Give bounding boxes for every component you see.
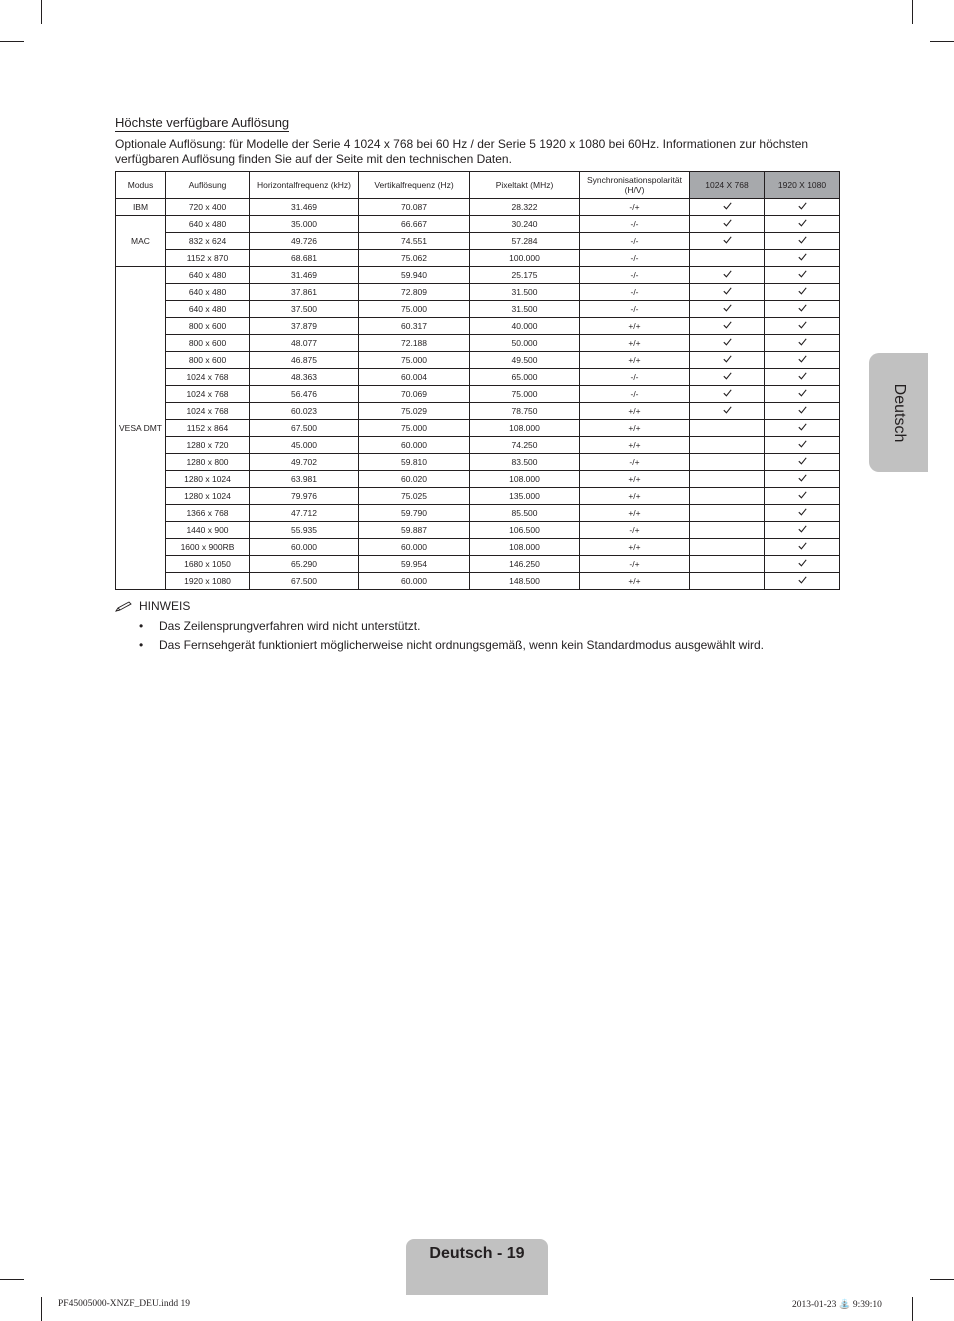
table-row xyxy=(116,335,840,352)
cell-vertical-frequency: 66.667 xyxy=(359,216,470,233)
cell-support-1920x1080 xyxy=(765,233,840,250)
checkmark-icon xyxy=(798,372,807,380)
table-row xyxy=(116,250,840,267)
cell-support-1024x768 xyxy=(690,216,765,233)
checkmark-icon xyxy=(798,321,807,329)
cell-support-1920x1080 xyxy=(765,267,840,284)
cell-horizontal-frequency: 60.023 xyxy=(250,403,359,420)
header-vertical-frequency: Vertikalfrequenz (Hz) xyxy=(359,172,470,199)
checkmark-icon xyxy=(723,304,732,312)
table-row xyxy=(116,318,840,335)
cell-resolution: 640 x 480 xyxy=(166,301,250,318)
cell-pixel-clock: 74.250 xyxy=(470,437,580,454)
crop-mark xyxy=(930,41,954,42)
cell-horizontal-frequency: 79.976 xyxy=(250,488,359,505)
cell-pixel-clock: 40.000 xyxy=(470,318,580,335)
cell-horizontal-frequency: 49.702 xyxy=(250,454,359,471)
cell-sync-polarity: +/+ xyxy=(580,573,690,590)
cell-sync-polarity: -/- xyxy=(580,267,690,284)
cell-sync-polarity: +/+ xyxy=(580,335,690,352)
table-row xyxy=(116,284,840,301)
table-row xyxy=(116,437,840,454)
pencil-icon xyxy=(115,601,135,613)
cell-sync-polarity: -/+ xyxy=(580,454,690,471)
cell-horizontal-frequency: 63.981 xyxy=(250,471,359,488)
cell-mode: IBM xyxy=(116,199,166,216)
cell-support-1920x1080 xyxy=(765,403,840,420)
cell-horizontal-frequency: 31.469 xyxy=(250,267,359,284)
cell-support-1024x768 xyxy=(690,250,765,267)
cell-pixel-clock: 146.250 xyxy=(470,556,580,573)
cell-pixel-clock: 50.000 xyxy=(470,335,580,352)
table-row xyxy=(116,267,840,284)
cell-pixel-clock: 108.000 xyxy=(470,471,580,488)
cell-support-1024x768 xyxy=(690,471,765,488)
checkmark-icon xyxy=(723,406,732,414)
cell-resolution: 720 x 400 xyxy=(166,199,250,216)
cell-pixel-clock: 108.000 xyxy=(470,539,580,556)
cell-support-1920x1080 xyxy=(765,454,840,471)
cell-support-1024x768 xyxy=(690,437,765,454)
cell-horizontal-frequency: 68.681 xyxy=(250,250,359,267)
language-label: Deutsch xyxy=(891,383,908,443)
cell-pixel-clock: 31.500 xyxy=(470,284,580,301)
crop-mark xyxy=(41,1297,42,1321)
cell-resolution: 1440 x 900 xyxy=(166,522,250,539)
cell-support-1920x1080 xyxy=(765,216,840,233)
header-horizontal-frequency: Horizontalfrequenz (kHz) xyxy=(250,172,359,199)
checkmark-icon xyxy=(798,491,807,499)
cell-pixel-clock: 100.000 xyxy=(470,250,580,267)
cell-sync-polarity: +/+ xyxy=(580,352,690,369)
cell-support-1024x768 xyxy=(690,386,765,403)
cell-support-1920x1080 xyxy=(765,437,840,454)
header-1024x768: 1024 X 768 xyxy=(690,172,765,199)
cell-sync-polarity: -/- xyxy=(580,369,690,386)
cell-support-1920x1080 xyxy=(765,471,840,488)
cell-support-1920x1080 xyxy=(765,522,840,539)
cell-vertical-frequency: 59.940 xyxy=(359,267,470,284)
checkmark-icon xyxy=(798,542,807,550)
cell-support-1920x1080 xyxy=(765,284,840,301)
cell-horizontal-frequency: 47.712 xyxy=(250,505,359,522)
checkmark-icon xyxy=(798,355,807,363)
cell-support-1024x768 xyxy=(690,199,765,216)
cell-vertical-frequency: 59.810 xyxy=(359,454,470,471)
cell-resolution: 1366 x 768 xyxy=(166,505,250,522)
cell-support-1024x768 xyxy=(690,556,765,573)
cell-vertical-frequency: 75.025 xyxy=(359,488,470,505)
cell-sync-polarity: -/+ xyxy=(580,556,690,573)
cell-pixel-clock: 25.175 xyxy=(470,267,580,284)
cell-pixel-clock: 108.000 xyxy=(470,420,580,437)
checkmark-icon xyxy=(798,423,807,431)
cell-resolution: 1024 x 768 xyxy=(166,386,250,403)
checkmark-icon xyxy=(798,270,807,278)
bullet-dot: • xyxy=(139,638,144,652)
cell-vertical-frequency: 75.000 xyxy=(359,420,470,437)
checkmark-icon xyxy=(798,525,807,533)
checkmark-icon xyxy=(723,270,732,278)
resolution-table xyxy=(115,171,840,590)
checkmark-icon xyxy=(798,287,807,295)
cell-horizontal-frequency: 67.500 xyxy=(250,573,359,590)
cell-vertical-frequency: 60.004 xyxy=(359,369,470,386)
bullet-text: Das Zeilensprungverfahren wird nicht unterstützt. xyxy=(159,619,421,633)
table-row xyxy=(116,386,840,403)
checkmark-icon xyxy=(798,440,807,448)
cell-pixel-clock: 65.000 xyxy=(470,369,580,386)
crop-mark xyxy=(0,1279,24,1280)
checkmark-icon xyxy=(723,236,732,244)
checkmark-icon xyxy=(723,372,732,380)
cell-support-1024x768 xyxy=(690,420,765,437)
crop-mark xyxy=(912,1297,913,1321)
table-row xyxy=(116,454,840,471)
table-row xyxy=(116,199,840,216)
cell-pixel-clock: 85.500 xyxy=(470,505,580,522)
checkmark-icon xyxy=(798,457,807,465)
cell-support-1024x768 xyxy=(690,233,765,250)
cell-support-1920x1080 xyxy=(765,335,840,352)
cell-sync-polarity: -/- xyxy=(580,216,690,233)
cell-horizontal-frequency: 48.363 xyxy=(250,369,359,386)
cell-support-1024x768 xyxy=(690,284,765,301)
checkmark-icon xyxy=(723,389,732,397)
cell-support-1920x1080 xyxy=(765,573,840,590)
cell-pixel-clock: 135.000 xyxy=(470,488,580,505)
cell-sync-polarity: -/+ xyxy=(580,522,690,539)
cell-support-1920x1080 xyxy=(765,199,840,216)
section-title: Höchste verfügbare Auflösung xyxy=(115,115,290,130)
cell-vertical-frequency: 75.062 xyxy=(359,250,470,267)
cell-vertical-frequency: 59.954 xyxy=(359,556,470,573)
cell-support-1920x1080 xyxy=(765,369,840,386)
cell-sync-polarity: -/- xyxy=(580,250,690,267)
cell-resolution: 1600 x 900RB xyxy=(166,539,250,556)
cell-resolution: 832 x 624 xyxy=(166,233,250,250)
table-row xyxy=(116,403,840,420)
cell-pixel-clock: 148.500 xyxy=(470,573,580,590)
table-row xyxy=(116,522,840,539)
table-row xyxy=(116,471,840,488)
cell-sync-polarity: +/+ xyxy=(580,420,690,437)
cell-sync-polarity: +/+ xyxy=(580,471,690,488)
cell-vertical-frequency: 75.000 xyxy=(359,352,470,369)
cell-horizontal-frequency: 45.000 xyxy=(250,437,359,454)
cell-support-1024x768 xyxy=(690,267,765,284)
crop-mark xyxy=(0,41,24,42)
cell-support-1920x1080 xyxy=(765,250,840,267)
cell-support-1024x768 xyxy=(690,403,765,420)
table-row xyxy=(116,556,840,573)
cell-support-1920x1080 xyxy=(765,420,840,437)
table-row xyxy=(116,420,840,437)
page-number-box xyxy=(406,1239,548,1295)
cell-vertical-frequency: 60.000 xyxy=(359,437,470,454)
cell-horizontal-frequency: 48.077 xyxy=(250,335,359,352)
cell-resolution: 640 x 480 xyxy=(166,216,250,233)
bullet-dot: • xyxy=(139,619,144,633)
cell-resolution: 800 x 600 xyxy=(166,352,250,369)
checkmark-icon xyxy=(798,236,807,244)
cell-sync-polarity: +/+ xyxy=(580,437,690,454)
checkmark-icon xyxy=(798,576,807,584)
cell-support-1920x1080 xyxy=(765,539,840,556)
cell-horizontal-frequency: 60.000 xyxy=(250,539,359,556)
cell-support-1024x768 xyxy=(690,522,765,539)
cell-vertical-frequency: 59.887 xyxy=(359,522,470,539)
footer-file-info: PF45005000-XNZF_DEU.indd 19 xyxy=(58,1299,190,1309)
table-row xyxy=(116,233,840,250)
cell-horizontal-frequency: 46.875 xyxy=(250,352,359,369)
cell-vertical-frequency: 60.000 xyxy=(359,539,470,556)
cell-sync-polarity: +/+ xyxy=(580,318,690,335)
cell-horizontal-frequency: 35.000 xyxy=(250,216,359,233)
cell-vertical-frequency: 72.188 xyxy=(359,335,470,352)
cell-resolution: 1920 x 1080 xyxy=(166,573,250,590)
cell-support-1024x768 xyxy=(690,573,765,590)
cell-vertical-frequency: 60.020 xyxy=(359,471,470,488)
header-pixel-clock: Pixeltakt (MHz) xyxy=(470,172,580,199)
cell-vertical-frequency: 74.551 xyxy=(359,233,470,250)
bullet-text: Das Fernsehgerät funktioniert möglicherweise nicht ordnungsgemäß, wenn kein Standardmodus ausgewählt wird. xyxy=(159,638,764,652)
page-number: Deutsch - 19 xyxy=(429,1245,525,1262)
cell-vertical-frequency: 70.087 xyxy=(359,199,470,216)
cell-mode: VESA DMT xyxy=(116,267,166,590)
cell-support-1024x768 xyxy=(690,539,765,556)
cell-horizontal-frequency: 31.469 xyxy=(250,199,359,216)
cell-horizontal-frequency: 67.500 xyxy=(250,420,359,437)
cell-resolution: 800 x 600 xyxy=(166,335,250,352)
cell-sync-polarity: -/- xyxy=(580,233,690,250)
cell-vertical-frequency: 75.000 xyxy=(359,301,470,318)
header-mode: Modus xyxy=(116,172,166,199)
checkmark-icon xyxy=(798,219,807,227)
cell-support-1024x768 xyxy=(690,369,765,386)
cell-horizontal-frequency: 56.476 xyxy=(250,386,359,403)
cell-sync-polarity: -/- xyxy=(580,386,690,403)
cell-support-1024x768 xyxy=(690,454,765,471)
header-sync-polarity: Synchronisationspolarität (H/V) xyxy=(580,172,690,199)
note-label: HINWEIS xyxy=(139,599,191,613)
cell-support-1920x1080 xyxy=(765,505,840,522)
cell-pixel-clock: 30.240 xyxy=(470,216,580,233)
cell-pixel-clock: 57.284 xyxy=(470,233,580,250)
cell-resolution: 1280 x 800 xyxy=(166,454,250,471)
cell-pixel-clock: 75.000 xyxy=(470,386,580,403)
cell-support-1920x1080 xyxy=(765,301,840,318)
cell-support-1920x1080 xyxy=(765,488,840,505)
cell-resolution: 640 x 480 xyxy=(166,267,250,284)
intro-paragraph: Optionale Auflösung: für Modelle der Serie 4 1024 x 768 bei 60 Hz / der Serie 5 1920 x 1080 bei 60Hz. Informationen zur höchsten verfügbaren Auflösung finden Sie auf der Seite mit den technischen Daten. xyxy=(115,137,809,166)
cell-resolution: 1152 x 870 xyxy=(166,250,250,267)
language-side-tab xyxy=(869,353,928,472)
cell-support-1920x1080 xyxy=(765,386,840,403)
cell-sync-polarity: +/+ xyxy=(580,505,690,522)
checkmark-icon xyxy=(723,355,732,363)
cell-pixel-clock: 106.500 xyxy=(470,522,580,539)
checkmark-icon xyxy=(798,253,807,261)
cell-vertical-frequency: 70.069 xyxy=(359,386,470,403)
cell-vertical-frequency: 59.790 xyxy=(359,505,470,522)
table-row xyxy=(116,352,840,369)
table-row xyxy=(116,539,840,556)
checkmark-icon xyxy=(798,559,807,567)
cell-support-1920x1080 xyxy=(765,318,840,335)
cell-support-1920x1080 xyxy=(765,352,840,369)
header-1920x1080: 1920 X 1080 xyxy=(765,172,840,199)
table-row xyxy=(116,573,840,590)
checkmark-icon xyxy=(798,474,807,482)
checkmark-icon xyxy=(798,389,807,397)
cell-resolution: 1280 x 1024 xyxy=(166,471,250,488)
cell-pixel-clock: 83.500 xyxy=(470,454,580,471)
cell-sync-polarity: -/- xyxy=(580,284,690,301)
cell-horizontal-frequency: 37.500 xyxy=(250,301,359,318)
checkmark-icon xyxy=(798,338,807,346)
cell-pixel-clock: 78.750 xyxy=(470,403,580,420)
cell-sync-polarity: +/+ xyxy=(580,403,690,420)
cell-vertical-frequency: 60.000 xyxy=(359,573,470,590)
checkmark-icon xyxy=(723,338,732,346)
table-body xyxy=(116,199,840,590)
cell-mode: MAC xyxy=(116,216,166,267)
table-row xyxy=(116,505,840,522)
table-row xyxy=(116,488,840,505)
cell-resolution: 1280 x 720 xyxy=(166,437,250,454)
checkmark-icon xyxy=(723,321,732,329)
table-header-row xyxy=(116,172,840,199)
cell-support-1024x768 xyxy=(690,505,765,522)
header-resolution: Auflösung xyxy=(166,172,250,199)
checkmark-icon xyxy=(723,287,732,295)
cell-support-1024x768 xyxy=(690,352,765,369)
checkmark-icon xyxy=(798,406,807,414)
cell-sync-polarity: +/+ xyxy=(580,488,690,505)
footer-timestamp: 2013-01-23 ⛲ 9:39:10 xyxy=(792,1300,882,1310)
cell-sync-polarity: -/+ xyxy=(580,199,690,216)
table-row xyxy=(116,216,840,233)
cell-support-1920x1080 xyxy=(765,556,840,573)
cell-support-1024x768 xyxy=(690,335,765,352)
table-row xyxy=(116,301,840,318)
note-heading xyxy=(115,599,190,613)
checkmark-icon xyxy=(723,219,732,227)
cell-resolution: 800 x 600 xyxy=(166,318,250,335)
cell-pixel-clock: 49.500 xyxy=(470,352,580,369)
checkmark-icon xyxy=(798,202,807,210)
cell-pixel-clock: 28.322 xyxy=(470,199,580,216)
cell-horizontal-frequency: 37.861 xyxy=(250,284,359,301)
crop-mark xyxy=(41,0,42,24)
cell-resolution: 1024 x 768 xyxy=(166,403,250,420)
checkmark-icon xyxy=(723,202,732,210)
crop-mark xyxy=(930,1279,954,1280)
cell-sync-polarity: -/- xyxy=(580,301,690,318)
checkmark-icon xyxy=(798,304,807,312)
cell-sync-polarity: +/+ xyxy=(580,539,690,556)
cell-support-1024x768 xyxy=(690,301,765,318)
cell-horizontal-frequency: 37.879 xyxy=(250,318,359,335)
cell-vertical-frequency: 60.317 xyxy=(359,318,470,335)
cell-vertical-frequency: 72.809 xyxy=(359,284,470,301)
table-row xyxy=(116,369,840,386)
checkmark-icon xyxy=(798,508,807,516)
cell-support-1024x768 xyxy=(690,488,765,505)
cell-horizontal-frequency: 65.290 xyxy=(250,556,359,573)
cell-horizontal-frequency: 55.935 xyxy=(250,522,359,539)
cell-resolution: 1152 x 864 xyxy=(166,420,250,437)
cell-horizontal-frequency: 49.726 xyxy=(250,233,359,250)
cell-resolution: 640 x 480 xyxy=(166,284,250,301)
cell-pixel-clock: 31.500 xyxy=(470,301,580,318)
cell-support-1024x768 xyxy=(690,318,765,335)
cell-resolution: 1024 x 768 xyxy=(166,369,250,386)
cell-resolution: 1280 x 1024 xyxy=(166,488,250,505)
cell-resolution: 1680 x 1050 xyxy=(166,556,250,573)
cell-vertical-frequency: 75.029 xyxy=(359,403,470,420)
crop-mark xyxy=(912,0,913,24)
